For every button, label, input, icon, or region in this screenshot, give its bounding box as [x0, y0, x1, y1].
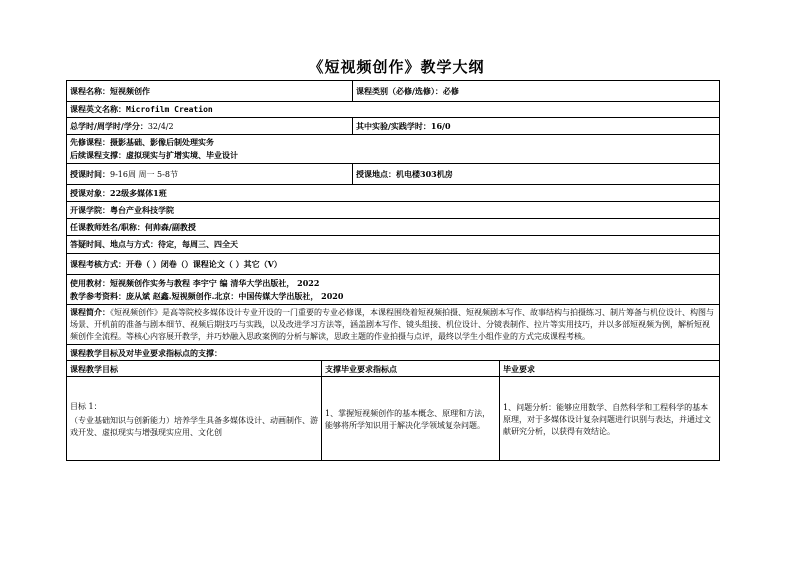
- qa-value: 待定，每周三、四全天: [158, 239, 238, 249]
- prereq-value: 摄影基础、影像后制处理实务: [110, 137, 214, 147]
- row-college: [67, 202, 720, 219]
- course-name-label: 课程名称：: [70, 85, 110, 96]
- syllabus-sheet: [66, 80, 719, 461]
- objectives-header-row: [67, 361, 720, 377]
- teacher-label: 任课教师姓名/职称：: [70, 221, 145, 232]
- qa-label: 答疑时间、地点与方式：: [70, 239, 158, 249]
- page-title: 《短视频创作》教学大纲: [308, 58, 485, 76]
- target-value: 22级多媒体1班: [110, 187, 167, 198]
- row-english-name: [67, 102, 720, 118]
- target-label: 授课对象：: [70, 187, 110, 198]
- requirement-text: 1、问题分析：能够应用数学、自然科学和工程科学的基本原理，对于多媒体设计复杂问题进行识别与表达，并通过文献研究分析，以获得有效结论。: [500, 377, 720, 461]
- row-exam: [67, 254, 720, 275]
- time-label: 授课时间：: [70, 168, 110, 179]
- row-objectives-title: [67, 345, 720, 361]
- hours-value: 32/4/2: [147, 121, 174, 131]
- course-type-label: 课程类别（必修/选修）：: [356, 85, 443, 96]
- prereq-label: 先修课程：: [70, 137, 110, 147]
- course-info-table: [66, 80, 720, 361]
- textbook-label: 使用教材：: [70, 277, 110, 288]
- teacher-value: 何帅森/副教授: [144, 221, 196, 232]
- exam-value: 开卷（ ）闭卷（）课程论文（ ）其它（V）: [126, 258, 282, 269]
- row-teacher: [67, 219, 720, 236]
- objectives-section-title: 课程教学目标及对毕业要求指标点的支撑：: [67, 345, 720, 361]
- row-target: [67, 185, 720, 202]
- lab-hours-label: 其中实验/实践学时：: [356, 120, 431, 131]
- college-value: 粤台产业科技学院: [110, 204, 174, 215]
- reference-value: 庞从斌 赵鑫.短视频创作.北京：中国传媒大学出版社， 2020: [126, 290, 344, 301]
- intro-text: 《短视频创作》是高等院校多媒体设计专业开设的一门重要的专业必修课，本课程围绕着短视频拍摄、短视频剧本写作、故事结构与拍摄练习、制片筹备与机位设计、构图与场景、开机前的准备与剧本细节、视频后期技巧与实践，以及改进学习方法等，涵盖剧本写作、镜头组接、机位设计、分镜表制作、拉片等实用技巧，并以多部短视频为例，解析短视频创作全流程。等核心内容展开教学，并巧妙融入思政案例的分析与解读，思政主题的作业拍摄与点评，最终以学生小组作业的方式完成课程考核。: [70, 308, 714, 341]
- exam-label: 课程考核方式：: [70, 258, 126, 269]
- college-label: 开课学院：: [70, 204, 110, 215]
- goal-text: （专业基础知识与创新能力）培养学生具备多媒体设计、动画制作、游戏开发、虚拟现实与增强现实应用、文化创: [70, 416, 318, 437]
- objectives-table: [66, 360, 720, 461]
- english-name-label: 课程英文名称：: [70, 104, 126, 114]
- time-value: 9-16周 周一 5-8节: [110, 169, 178, 179]
- row-time-place: [67, 164, 720, 185]
- followup-label: 后续课程支撑：: [70, 150, 126, 160]
- header-indicator: 支撑毕业要求指标点: [322, 361, 500, 377]
- indicator-text: 1、掌握短视频创作的基本概念、原理和方法，能够将所学知识用于解决化学领域复杂问题。: [322, 377, 500, 461]
- place-label: 授课地点：: [356, 168, 396, 179]
- reference-label: 教学参考资料：: [70, 290, 126, 301]
- hours-label: 总学时/周学时/学分：: [70, 120, 148, 131]
- goal-title: 目标 1：: [70, 402, 102, 411]
- english-name-value: Microfilm Creation: [126, 105, 213, 114]
- intro-label: 课程简介：: [70, 307, 110, 317]
- course-name-value: 短视频创作: [110, 85, 150, 96]
- lab-hours-value: 16/0: [430, 120, 451, 131]
- row-intro: [67, 305, 720, 345]
- header-goal: 课程教学目标: [67, 361, 322, 377]
- place-value: 机电楼303机房: [396, 168, 453, 179]
- row-materials: [67, 275, 720, 305]
- header-requirement: 毕业要求: [500, 361, 720, 377]
- textbook-value: 短视频创作实务与教程 李宇宁 编 清华大学出版社， 2022: [110, 277, 320, 288]
- row-hours: [67, 118, 720, 135]
- row-prereq: [67, 135, 720, 164]
- row-qa: [67, 236, 720, 254]
- course-type-value: 必修: [442, 85, 459, 96]
- table-row: [67, 377, 720, 461]
- followup-value: 虚拟现实与扩增实境、毕业设计: [126, 150, 238, 160]
- row-course-name: [67, 81, 720, 102]
